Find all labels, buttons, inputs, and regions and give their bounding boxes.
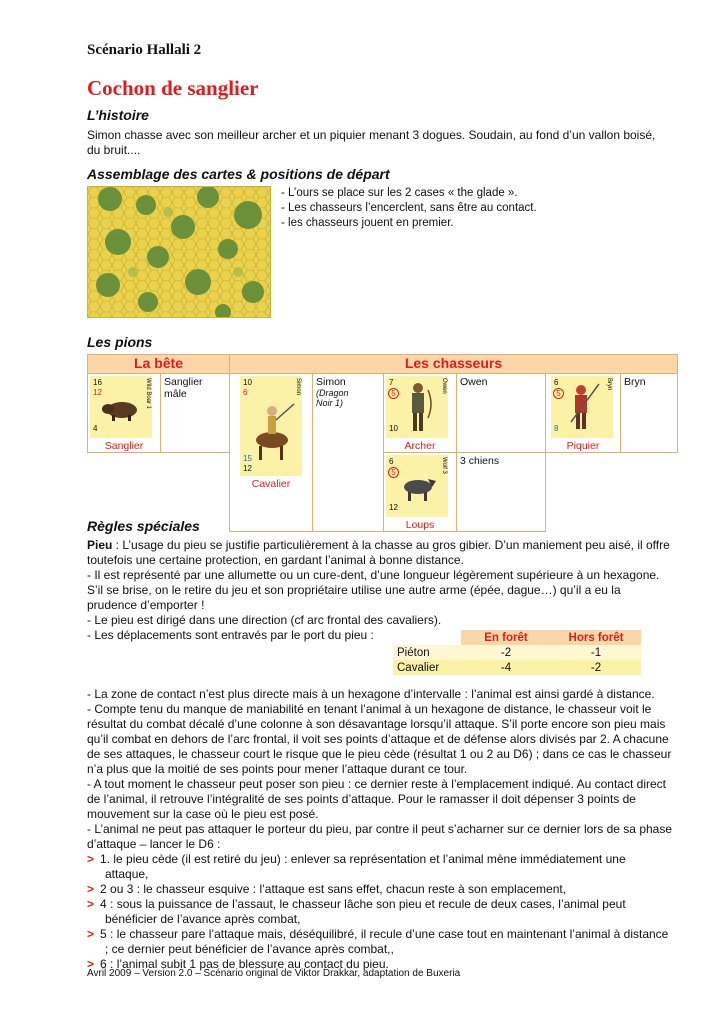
boar-icon xyxy=(100,396,142,422)
cavalier-card-cell xyxy=(230,374,313,532)
horseman-icon xyxy=(250,402,296,462)
archer-icon xyxy=(404,382,434,434)
page-title: Cochon de sanglier xyxy=(87,76,259,100)
piquier-label: Piquier xyxy=(566,440,600,452)
cavalier-name: Simon xyxy=(316,376,346,388)
archer-desc-cell xyxy=(457,374,546,453)
cavalier-label: Cavalier xyxy=(251,478,291,490)
table-header-blank xyxy=(393,630,461,645)
rule-paragraph: - L’animal ne peut pas attaquer le porteur du pieu, par contre il peut s’acharner sur ce dernier lors de sa phase d’attaque – lancer le D6 : xyxy=(87,822,673,851)
loups-label: Loups xyxy=(405,519,435,531)
rule-paragraph: - La zone de contact n’est plus directe mais à un hexagone d’intervalle : l’animal est ainsi gardé à distance. xyxy=(87,687,655,701)
cavalier-desc-cell xyxy=(313,374,384,532)
setup-line: - Les chasseurs l’encerclent, sans être au contact. xyxy=(281,202,537,214)
table-row: Piéton -2 -1 xyxy=(393,645,641,660)
header-bete: La bête xyxy=(88,355,230,374)
loups-counter: 6 5 12 Wolf 3 xyxy=(386,455,448,517)
sanglier-counter: 16 12 4 Wild Boar 1 xyxy=(90,376,152,438)
pieu-paragraph: Pieu : L’usage du pieu se justifie particulièrement à la chasse au gros gibier. D’un maniement peu aisé, il offre toutefois une certaine protection, en gardant l’animal à bonne distance. xyxy=(87,538,670,567)
sanglier-label: Sanglier xyxy=(104,440,144,452)
hex-map-image xyxy=(87,186,271,318)
regles-body xyxy=(87,687,672,972)
scenario-label: Scénario Hallali 2 xyxy=(87,42,202,58)
table-header: Hors forêt xyxy=(551,630,641,645)
piquier-card-cell xyxy=(546,374,621,453)
piquier-name: Bryn xyxy=(624,376,646,388)
list-item: > 4 : sous la puissance de l’assaut, le chasseur lâche son pieu et recule de deux cases, l’animal peut bénéficier de l’avance après combat, xyxy=(87,897,626,926)
pions-heading: Les pions xyxy=(87,334,153,350)
header-chasseurs: Les chasseurs xyxy=(230,355,678,374)
rule-paragraph: - Compte tenu du manque de maniabilité en tenant l’animal à un hexagone de distance, le chasseur voit le résultat du combat décalé d’une colonne à son désavantage lorsqu’il attaque. S’il porte encore son pieu mais qu’il combat en dehors de l’arc frontal, il voit ses points d’attaque et de défense alors divisés par 2. A chacune de ses attaques, le chasseur court le risque que le pieu cède (résultat 1 ou 2 au D6) ; dans ce cas le chasseur n’a plus que la moitié de ses points pour mener l’attaque durant ce tour. xyxy=(87,702,672,776)
histoire-heading: L’histoire xyxy=(87,107,149,123)
footer: Avril 2009 – Version 2.0 – Scénario original de Viktor Drakkar, adaptation de Buxeria xyxy=(87,968,461,979)
setup-line: - L’ours se place sur les 2 cases « the glade ». xyxy=(281,187,518,199)
rule-paragraph: - Le pieu est dirigé dans une direction (cf arc frontal des cavaliers). xyxy=(87,613,442,627)
archer-card-cell xyxy=(384,374,457,453)
loups-card-cell xyxy=(384,453,457,532)
histoire-text: Simon chasse avec son meilleur archer et un piquier menant 3 dogues. Soudain, au fond d’un vallon boisé, du bruit.... xyxy=(87,128,656,157)
cavalier-note: (Dragon Noir 1) xyxy=(316,388,349,408)
loups-desc-cell xyxy=(457,453,546,532)
regles-heading: Règles spéciales xyxy=(87,518,200,534)
list-item: > 2 ou 3 : le chasseur esquive : l’attaque est sans effet, chacun reste à son emplacement, xyxy=(87,882,567,896)
pions-table xyxy=(87,354,678,532)
piquier-counter: 6 5 8 Bryn xyxy=(551,376,613,438)
regles-intro xyxy=(87,538,672,643)
sanglier-desc: Sanglier xyxy=(164,376,203,388)
table-header: En forêt xyxy=(461,630,551,645)
archer-label: Archer xyxy=(404,440,436,452)
pikeman-icon xyxy=(567,382,601,434)
piquier-desc-cell xyxy=(621,374,678,453)
empty-cell xyxy=(546,453,678,532)
list-item: > 1. le pieu cède (il est retiré du jeu) : enlever sa représentation et l’animal mène immédiatement une attaque, xyxy=(87,852,626,881)
setup-list xyxy=(281,186,537,231)
sanglier-card-cell xyxy=(88,374,161,453)
sanglier-desc-cell xyxy=(161,374,230,453)
table-row: Cavalier -4 -2 xyxy=(393,660,641,675)
archer-counter: 7 5 10 Owen xyxy=(386,376,448,438)
rule-paragraph: - Les déplacements sont entravés par le port du pieu : xyxy=(87,628,374,642)
archer-name: Owen xyxy=(460,376,488,388)
rule-paragraph: - A tout moment le chasseur peut poser son pieu : ce dernier reste à l’emplacement indiqué. Au contact direct de l’animal, il retrouve l’intégralité de ses points d’attaque. Pour le ramasser il doit dépenser 3 points de mouvement sur la case où le pieu est posé. xyxy=(87,777,666,821)
setup-line: - les chasseurs jouent en premier. xyxy=(281,217,454,229)
list-item: > 6 : l’animal subit 1 pas de blessure au contact du pieu. xyxy=(87,957,389,971)
movement-table xyxy=(393,630,641,675)
assemblage-heading: Assemblage des cartes & positions de départ xyxy=(87,166,390,182)
wolf-icon xyxy=(398,471,438,503)
list-item: > 5 : le chasseur pare l’attaque mais, déséquilibré, il recule d’une case tout en maintenant l’animal à distance ; ce dernier peut bénéficier de l’avance après combat,, xyxy=(87,927,669,956)
sanglier-desc-2: mâle xyxy=(164,388,187,400)
loups-name: 3 chiens xyxy=(460,455,500,467)
cavalier-counter: 10 6 15 12 Simon xyxy=(240,376,302,476)
rule-paragraph: - Il est représenté par une allumette ou un cure-dent, d’une longueur légèrement supérieure à un hexagone. S’il se brise, on le retire du jeu et son propriétaire utilise une autre arme (épée, dague…) qu’il a eu la prudence d’emporter ! xyxy=(87,568,660,612)
